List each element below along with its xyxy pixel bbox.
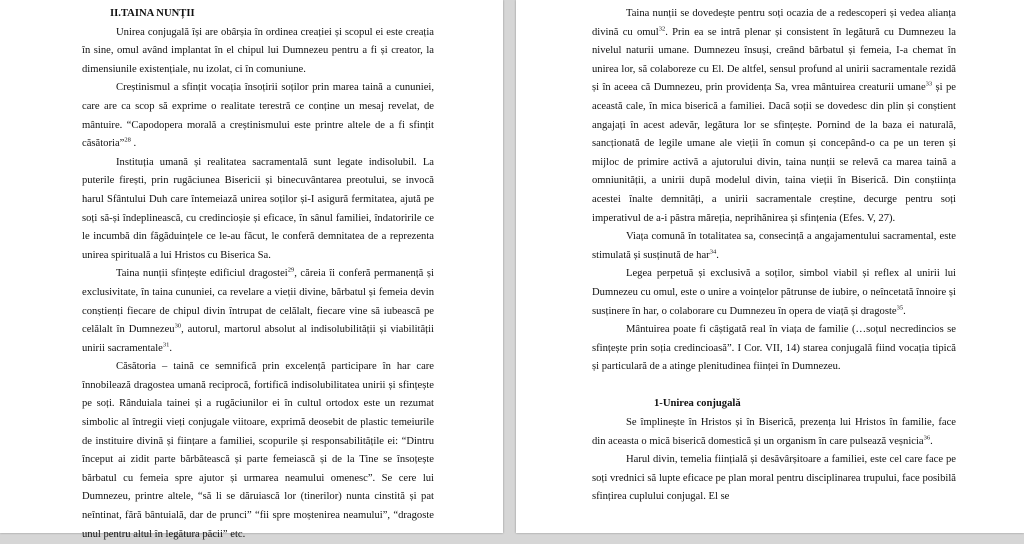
paragraph: Creștinismul a sfințit vocația însoțirii soților prin marea taină a cununiei, care are ca scop să exprime o realitate terestră ce conține un mesaj revelat, de mântuire. “Capodopera morală a creștinismului este printre altele de a fi sfințit căsătoria”$^{28}$ . (82, 82, 434, 150)
paragraph: Legea perpetuă și exclusivă a soților, simbol viabil și reflex al unirii lui Dumnezeu cu omul, este o unire a voințelor pătrunse de iubire, o neîncetată înnoire și susținere în har, o colaborare cu Dumnezeu în opera de viață și dragoste$^{35}$. (592, 268, 956, 317)
page-text (82, 5, 434, 544)
page-text (592, 5, 956, 507)
footnote-ref[interactable]: 34 (709, 248, 717, 256)
paragraph: Taina nunții se dovedește pentru soți ocazia de a redescoperi și vedea alianța divină cu omul$^{32}$. Prin ea se intră plenar și consistent în legătură cu Dumnezeu la nivelul naturii umane. Dumnezeu însuși, creând bărbatul și femeia, I-a chemat în unirea lor, să colaboreze cu El. De altfel, sensul profund al unirii sacramentale rezidă și în aceea că Dumnezeu, prin providența Sa, vrea mântuirea creaturii umane$^{33}$ și pe această cale, în mica biserică a familiei. Dacă soții se dovedesc din plin și conștient angajați în acest adevăr, legătura lor se sfințește. Pornind de la baza ei naturală, sancționată de legile umane ale vieții în comun și concepând-o ca pe un teren și mijloc de primire activă a ajutorului divin, taina nunții se relevă ca marea taină a omniunității, a unirii după modelul divin, taina vieții în Biserică. Din conștiința acestei înalte demnități, a unirii sacramentale creștine, decurge pentru soți imperativul de a-i păstra măreția, neprihănirea și sfințenia (Efes. V, 27). (592, 8, 956, 224)
paragraph: Taina nunții sfințește edificiul dragostei$^{29}$, căreia îi conferă permanență și exclusivitate, în taina cununiei, ca revelare a vieții divine, bărbatul și femeia devin conștienți fiecare de chipul divin întrupat de celălalt, fiecare vine să iubească pe celălalt în Dumnezeu$^{30}$, autorul, martorul absolut al indisolubilității și viabilității unirii sacramentale$^{31}$. (82, 266, 434, 354)
section-title: 1-Unirea conjugală (654, 398, 741, 410)
footnote-ref[interactable]: 31 (162, 341, 170, 349)
footnote-ref[interactable]: 30 (174, 322, 182, 330)
paragraph: Căsătoria – taină ce semnifică prin excelență participare în har care înnobilează dragostea umană reciprocă, fortifică indisolubilitatea unirii și sfințește pe soți. Rânduiala tainei și a rugăciunilor ei în cultul ortodox este un rezumat simbolic al întregii vieți conjugale viitoare, exprimă deosebit de plastic temeiurile de instituire divină și ființare a familiei, scopurile și responsabilitățile ei: “Dintru început ai zidit parte bărbătească și parte femeiască și de la Tine se însoțește bărbatul cu femeia spre ajutor și urmarea neamului omenesc”. Se cere lui Dumnezeu, printre altele, “să li se dăruiască lor (tinerilor) nunta cinstită și pat neîntinat, fără bântuială, dar de prunci” “fii spre moștenirea neamului”, “dragoste unul pentru altul în legătura păcii” etc. (82, 361, 434, 540)
footnote-ref[interactable]: 29 (287, 266, 295, 274)
paragraph: Harul divin, temelia ființială și desăvârșitoare a familiei, este cel care face pe soți vrednici să lupte eficace pe plan moral pentru disciplinarea trupului, face posibilă sfințirea cuplului conjugal. El se (592, 454, 956, 503)
chapter-title: II.TAINA NUNȚII (110, 8, 195, 19)
footnote-ref[interactable]: 33 (925, 80, 933, 88)
footnote-ref[interactable]: 35 (896, 303, 904, 311)
document-page-right (516, 0, 1024, 533)
document-page-left (0, 0, 503, 540)
footnote-ref[interactable]: 36 (923, 434, 931, 442)
footnote-ref[interactable]: 28 (124, 136, 131, 144)
paragraph: Viața comună în totalitatea sa, consecință a angajamentului sacramental, este stimulată și susținută de har$^{34}$. (592, 231, 956, 261)
footnote-ref[interactable]: 32 (658, 25, 666, 33)
paragraph: Instituția umană și realitatea sacramentală sunt legate indisolubil. La puterile firești, prin rugăciunea Bisericii și binecuvântarea preotului, se invocă harul Sfântului Duh care întemeiază unirea soților și-I asigură fermitatea, ajută pe soți să-și îndeplinească, cu credincioșie și eficace, în sânul familiei, îndatoririle ce le incumbă din făgăduințele ce le-au făcut, le conferă demnitatea de a reprezenta unirea spirituală a lui Hristos cu Biserica Sa. (82, 156, 434, 261)
paragraph: Unirea conjugală își are obârșia în ordinea creației și scopul ei este creația în sine, omul având implantat în el chipul lui Dumnezeu pentru a fi și creator, la dimensiunile existențiale, nu izolat, ci în comuniune. (82, 26, 434, 75)
paragraph: Se împlinește în Hristos și în Biserică, prezența lui Hristos în familie, face din aceasta o mică biserică domestică și un organism în care pulsează veșnicia$^{36}$. (592, 417, 956, 447)
paragraph: Mântuirea poate fi câștigată real în viața de familie (…soțul necredincios se sfințește prin soția credincioasă”. I Cor. VII, 14) starea conjugală fiind vocația tipică și particulară de a atinge plenitudinea ființei în Dumnezeu. (592, 324, 956, 373)
